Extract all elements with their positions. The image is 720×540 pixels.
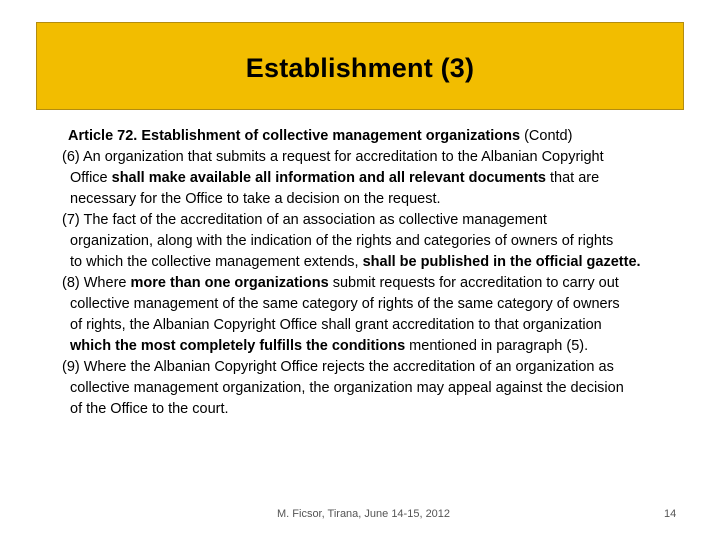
p6-line-2c: that are [545,170,600,186]
p8-line-1-bold: more than one organizations [130,275,329,291]
p7-line-3-bold: shall be published in the official gazette. [362,254,641,270]
p8-line-2: collective management of the same category of rights of the same category of owners [70,296,620,312]
paragraph-6 [62,147,682,210]
p9-line-3: of the Office to the court. [70,401,229,417]
paragraph-7 [62,210,682,273]
p8-line-4-bold: which the most completely fulfills the conditions [70,338,406,354]
p6-line-1: (6) An organization that submits a request for accreditation to the Albanian Copyright [62,149,604,165]
p7-line-1: (7) The fact of the accreditation of an association as collective management [62,212,547,228]
p9-line-2: collective management organization, the organization may appeal against the decision [70,380,624,396]
page-number: 14 [664,508,677,520]
p8-line-3: of rights, the Albanian Copyright Office shall grant accreditation to that organization [70,317,602,333]
article-heading-rest: (Contd) [520,128,573,144]
p7-line-3a: to which the collective management extends, [70,254,363,270]
slide-title: Establishment (3) [245,53,475,83]
slide-body [62,126,682,420]
title-banner [36,22,684,110]
p6-line-3: necessary for the Office to take a decision on the request. [70,191,441,207]
footer-text: M. Ficsor, Tirana, June 14-15, 2012 [277,508,451,520]
p6-line-2a: Office [70,170,112,186]
article-heading [62,126,682,147]
paragraph-9 [62,357,682,420]
p7-line-2: organization, along with the indication of the rights and categories of owners of rights [70,233,614,249]
p9-line-1: (9) Where the Albanian Copyright Office rejects the accreditation of an organization as [62,359,614,375]
p8-line-1a: (8) Where [62,275,131,291]
p8-line-4b: mentioned in paragraph (5). [405,338,589,354]
paragraph-8 [62,273,682,357]
p6-line-2-bold: shall make available all information and all relevant documents [111,170,546,186]
p8-line-1c: submit requests for accreditation to carry out [328,275,619,291]
article-heading-bold: Article 72. Establishment of collective management organizations [68,128,521,144]
